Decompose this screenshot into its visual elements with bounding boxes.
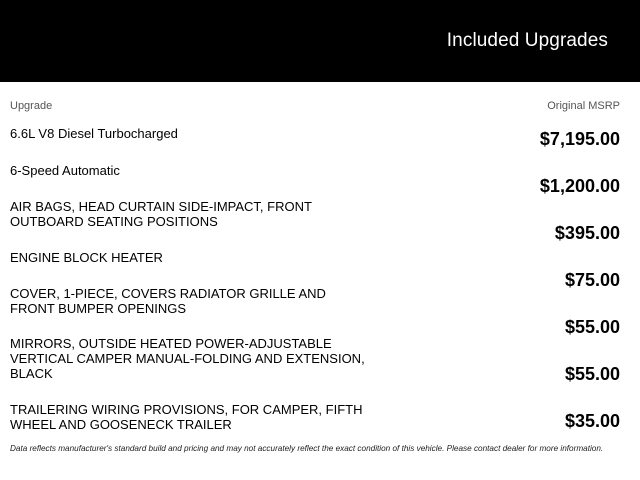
upgrade-name: AIR BAGS, HEAD CURTAIN SIDE-IMPACT, FRONT OUTBOARD SEATING POSITIONS bbox=[10, 199, 312, 229]
upgrade-price: $55.00 bbox=[564, 364, 620, 384]
upgrade-price: $395.00 bbox=[554, 223, 620, 243]
upgrade-price: $55.00 bbox=[564, 317, 620, 337]
upgrade-price: $35.00 bbox=[564, 411, 620, 431]
upgrade-price: $75.00 bbox=[564, 270, 620, 290]
column-header-upgrade: Upgrade bbox=[10, 100, 53, 112]
upgrade-name: TRAILERING WIRING PROVISIONS, FOR CAMPER, FIFTH WHEEL AND GOOSENECK TRAILER bbox=[10, 402, 363, 432]
page-title: Included Upgrades bbox=[446, 30, 608, 51]
upgrade-name: COVER, 1-PIECE, COVERS RADIATOR GRILLE AND FRONT BUMPER OPENINGS bbox=[10, 286, 326, 316]
upgrade-price: $7,195.00 bbox=[539, 129, 620, 149]
upgrade-name: MIRRORS, OUTSIDE HEATED POWER-ADJUSTABLE VERTICAL CAMPER MANUAL-FOLDING AND EXTENSION, BLACK bbox=[10, 336, 365, 381]
header-banner bbox=[0, 0, 640, 82]
upgrade-name: 6.6L V8 Diesel Turbocharged bbox=[10, 126, 178, 141]
column-header-msrp: Original MSRP bbox=[547, 100, 620, 112]
upgrade-name: 6-Speed Automatic bbox=[10, 163, 120, 178]
disclaimer-text: Data reflects manufacturer's standard build and pricing and may not accurately reflect the exact condition of this vehicle. Please contact dealer for more information. bbox=[10, 444, 604, 453]
upgrade-name: ENGINE BLOCK HEATER bbox=[10, 250, 163, 265]
upgrade-price: $1,200.00 bbox=[539, 176, 620, 196]
